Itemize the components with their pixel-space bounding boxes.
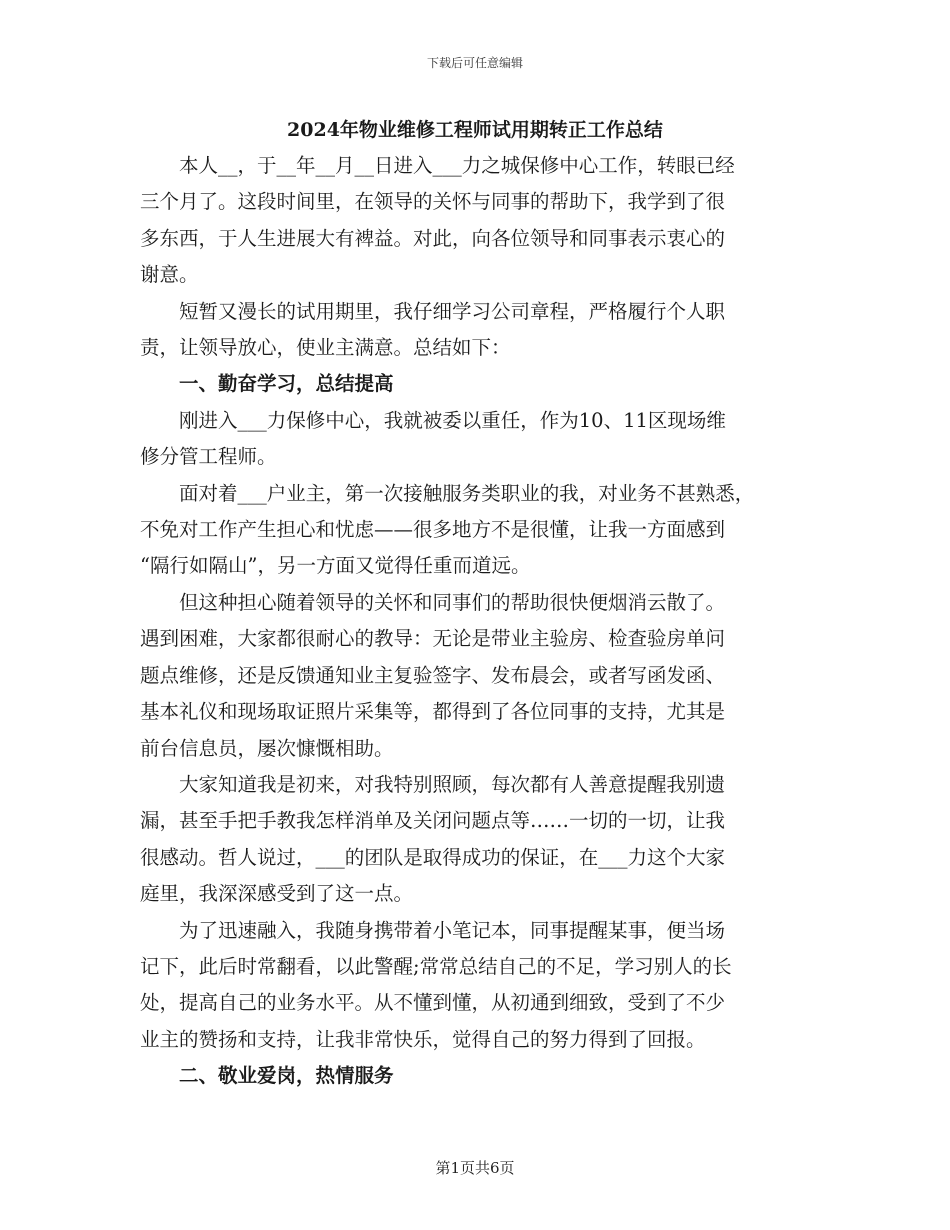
- paragraph-line: 很感动。哲人说过，___的团队是取得成功的保证，在___力这个大家: [140, 845, 726, 869]
- paragraph-line: 三个月了。这段时间里，在领导的关怀与同事的帮助下，我学到了很: [140, 190, 726, 214]
- paragraph-line: 业主的赞扬和支持，让我非常快乐，觉得自己的努力得到了回报。: [140, 1027, 706, 1051]
- paragraph-4: [140, 476, 810, 585]
- paragraph-line: 为了迅速融入，我随身携带着小笔记本，同事提醒某事，便当场: [179, 918, 726, 942]
- paragraph-line: 遇到困难，大家都很耐心的教导：无论是带业主验房、检查验房单问: [140, 627, 726, 651]
- paragraph-1: [140, 148, 810, 294]
- paragraph-line: 责，让领导放心，使业主满意。总结如下：: [140, 336, 511, 360]
- paragraph-7: [140, 913, 810, 1059]
- page-number: 第1页共6页: [435, 1159, 515, 1177]
- paragraph-line: “隔行如隔山”，另一方面又觉得任重而道远。: [140, 554, 531, 578]
- paragraph-line: 庭里，我深深感受到了这一点。: [140, 882, 414, 906]
- paragraph-6: [140, 767, 810, 913]
- paragraph-2: [140, 294, 810, 367]
- paragraph-line: 基本礼仪和现场取证照片采集等，都得到了各位同事的支持，尤其是: [140, 700, 726, 724]
- paragraph-line: 前台信息员，屡次慷慨相助。: [140, 736, 394, 760]
- paragraph-3: [140, 403, 810, 476]
- document-title: 2024年物业维修工程师试用期转正工作总结: [287, 119, 663, 141]
- paragraph-line: 处，提高自己的业务水平。从不懂到懂，从初通到细致，受到了不少: [140, 991, 726, 1015]
- paragraph-line: 记下，此后时常翻看，以此警醒;常常总结自己的不足，学习别人的长: [140, 954, 732, 978]
- paragraph-line: 本人__，于__年__月__日进入___力之城保修中心工作，转眼已经: [179, 154, 735, 177]
- paragraph-line: 不免对工作产生担心和忧虑——很多地方不是很懂，让我一方面感到: [140, 518, 726, 542]
- paragraph-line: 多东西，于人生进展大有裨益。对此，向各位领导和同事表示衷心的: [140, 226, 726, 250]
- paragraph-line: 刚进入___力保修中心，我就被委以重任，作为10、11区现场维: [179, 408, 726, 432]
- paragraph-line: 题点维修，还是反馈通知业主复验签字、发布晨会，或者写函发函、: [140, 663, 726, 687]
- document-body: [140, 112, 810, 1095]
- paragraph-line: 漏，甚至手把手教我怎样消单及关闭问题点等……一切的一切，让我: [140, 809, 726, 833]
- paragraph-line: 面对着___户业主，第一次接触服务类职业的我，对业务不甚熟悉，: [179, 481, 755, 505]
- paragraph-line: 修分管工程师。: [140, 445, 277, 469]
- section-heading-1: 一、勤奋学习，总结提高: [179, 372, 394, 396]
- paragraph-line: 但这种担心随着领导的关怀和同事们的帮助很快便烟消云散了。: [179, 590, 726, 614]
- section-heading-2: 二、敬业爱岗，热情服务: [179, 1064, 394, 1088]
- paragraph-line: 大家知道我是初来，对我特别照顾，每次都有人善意提醒我别遗: [179, 772, 726, 796]
- paragraph-line: 谢意。: [140, 263, 199, 287]
- paragraph-5: [140, 585, 810, 767]
- page-header-note: 下载后可任意编辑: [426, 56, 523, 70]
- paragraph-line: 短暂又漫长的试用期里，我仔细学习公司章程，严格履行个人职: [179, 299, 726, 323]
